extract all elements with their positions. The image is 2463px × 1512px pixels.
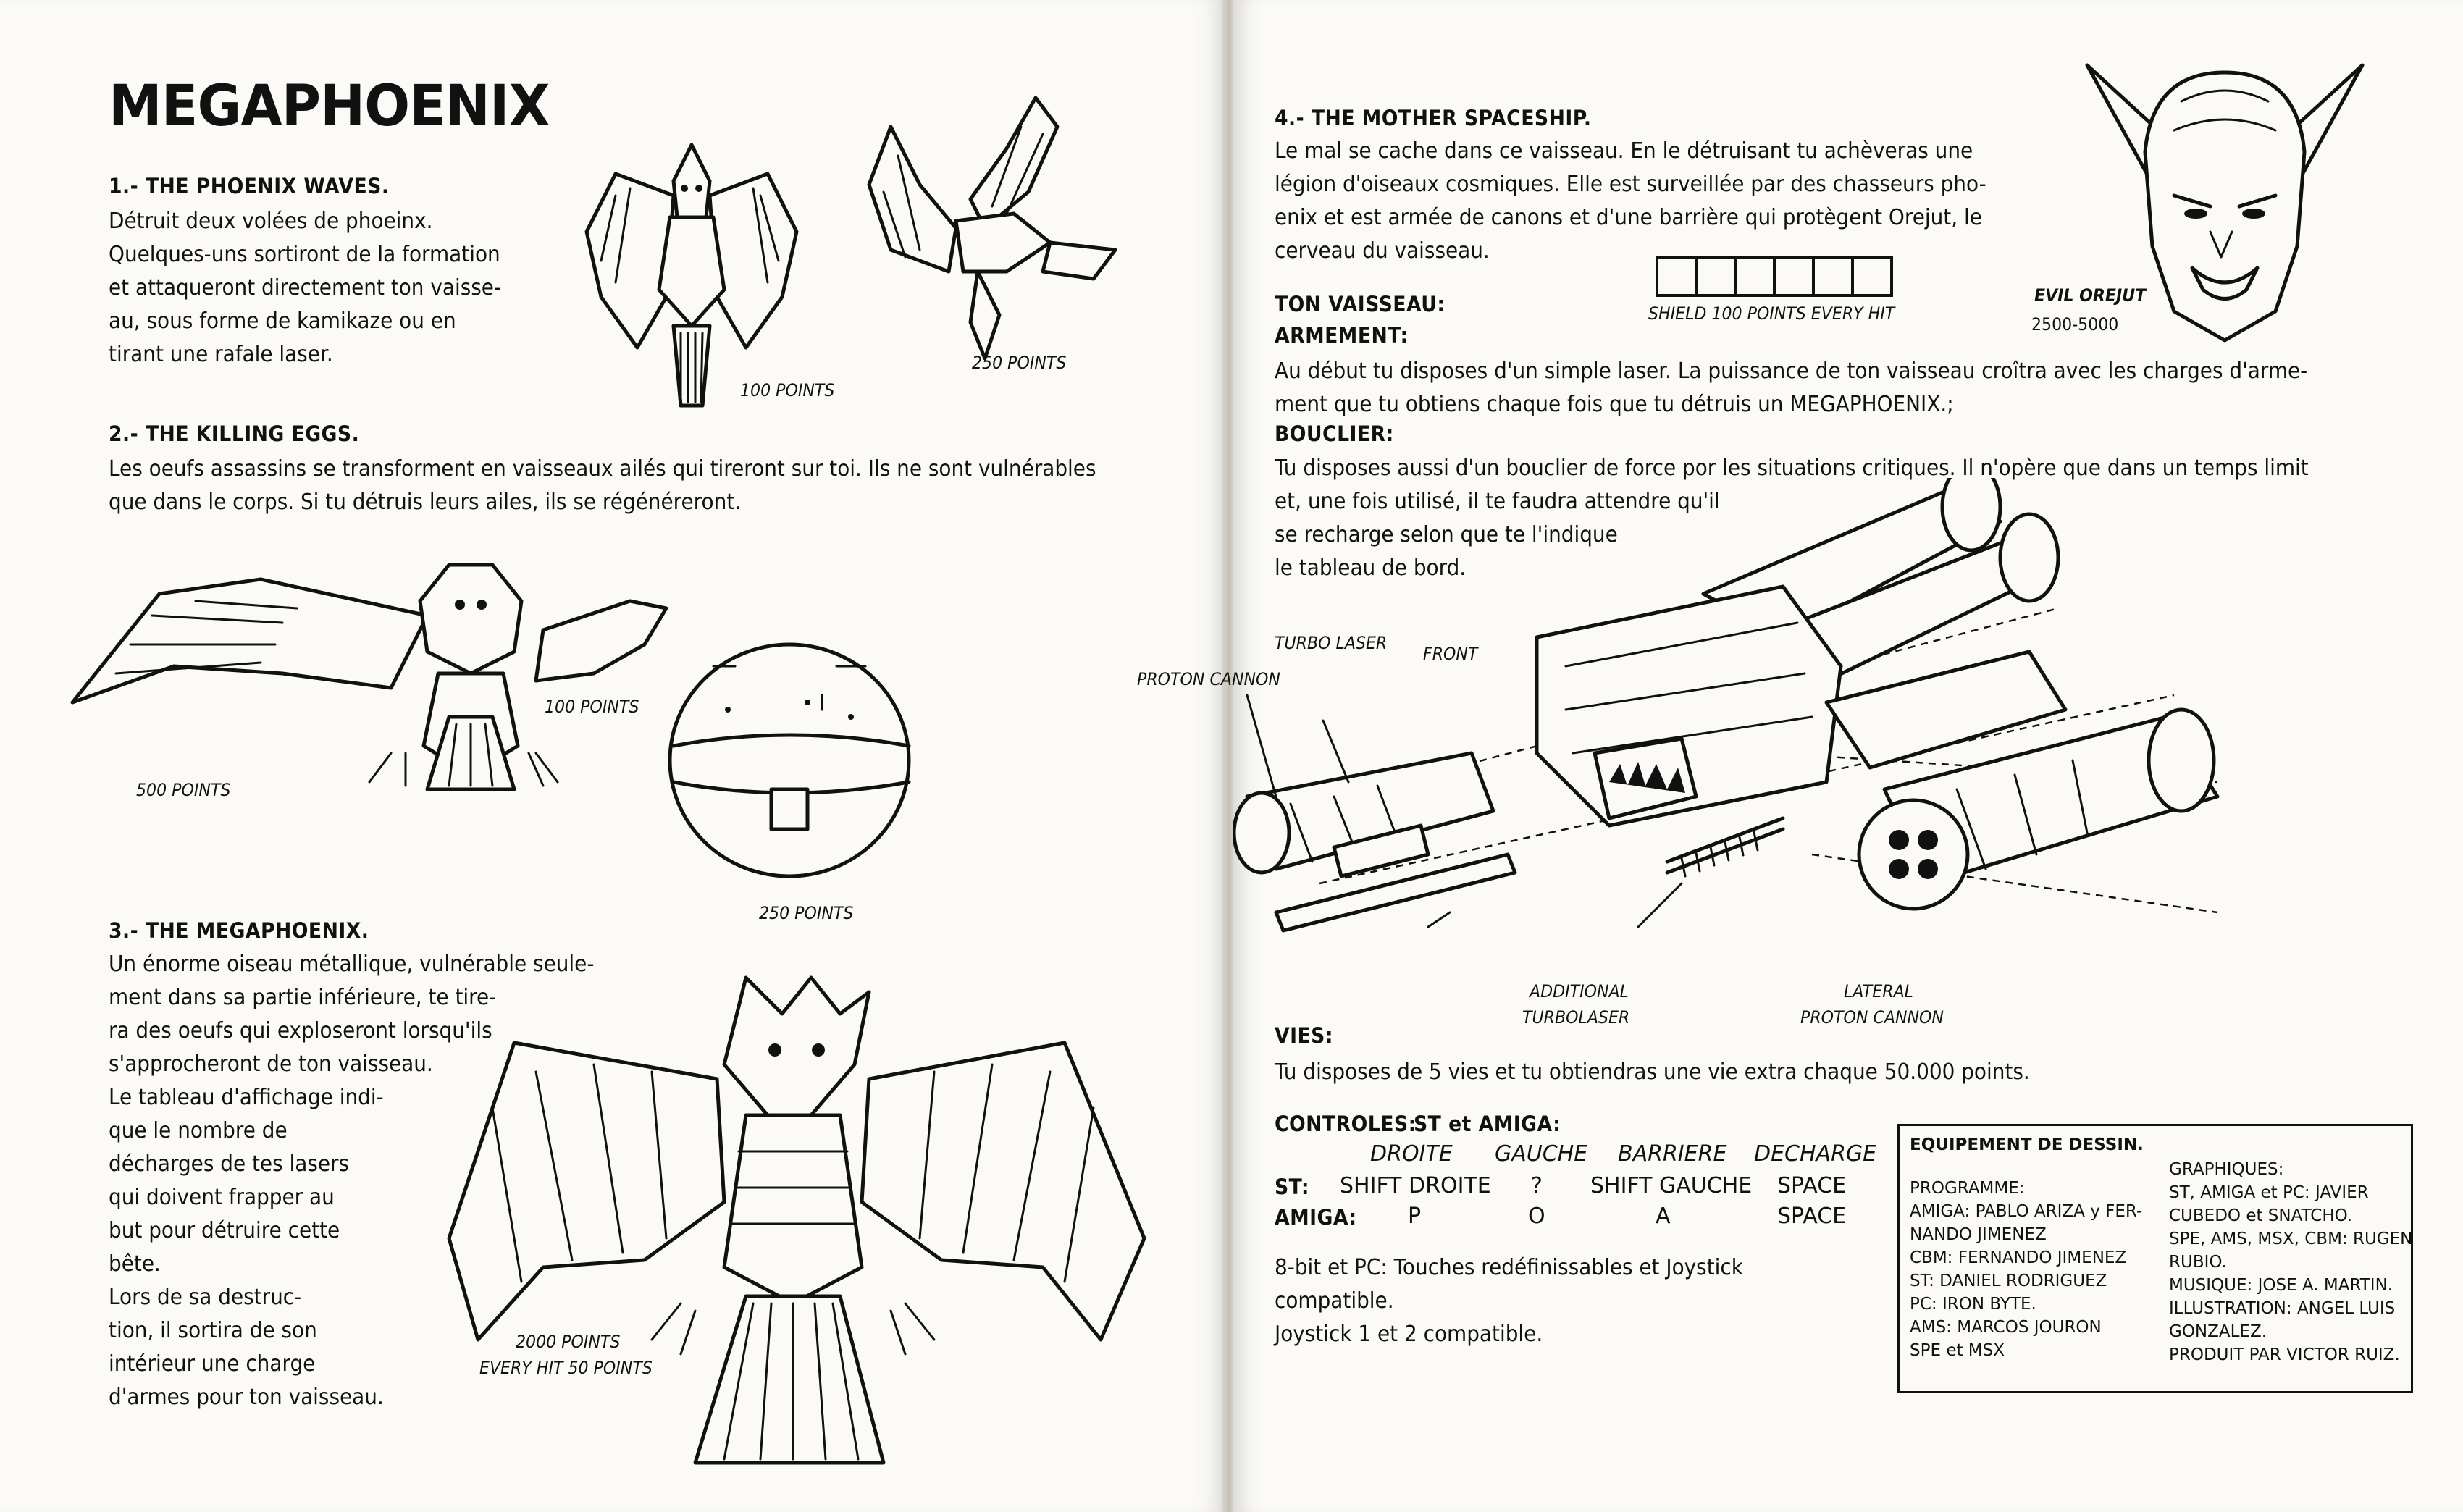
section-1-text bbox=[109, 205, 531, 371]
row-st-label: ST: bbox=[1275, 1175, 1310, 1199]
shield-cell bbox=[1812, 256, 1854, 297]
text-line: et attaqueront directement ton vaisse- bbox=[109, 275, 502, 301]
credit-line: NANDO JIMENEZ bbox=[1910, 1225, 2047, 1244]
text-line: Tu disposes aussi d'un bouclier de force por les situations critiques. Il n'opère que dans un temps limit bbox=[1275, 455, 2309, 481]
text-line: Détruit deux volées de phoeinx. bbox=[109, 209, 433, 234]
vies-heading: VIES: bbox=[1275, 1023, 1333, 1048]
callout-front-2: PROTON CANNON bbox=[1137, 669, 1280, 689]
section-4-text bbox=[1275, 135, 2040, 268]
text-line: cerveau du vaisseau. bbox=[1275, 238, 1490, 264]
credit-line: CUBEDO et SNATCHO. bbox=[2169, 1206, 2353, 1225]
evil-orejut-illustration bbox=[2065, 51, 2384, 355]
text-line: tirant une rafale laser. bbox=[109, 342, 333, 367]
phoenix-illustration-100 bbox=[572, 130, 811, 420]
text-line: Lors de sa destruc- bbox=[109, 1285, 302, 1310]
evil-orejut-name: EVIL OREJUT bbox=[2034, 285, 2147, 306]
text-line: qui doivent frapper au bbox=[109, 1185, 335, 1210]
credit-line: GONZALEZ. bbox=[2169, 1322, 2267, 1341]
ship-heading: TON VAISSEAU: bbox=[1275, 292, 1446, 316]
text-line: que dans le corps. Si tu détruis leurs ailes, ils se régénéreront. bbox=[109, 490, 742, 515]
controls-subheading: ST et AMIGA: bbox=[1414, 1112, 1561, 1136]
label-bird-500: 500 POINTS bbox=[136, 780, 231, 800]
text-line: que le nombre de bbox=[109, 1118, 288, 1143]
credit-line: ST: DANIEL RODRIGUEZ bbox=[1910, 1272, 2107, 1290]
callout-turbo-laser: TURBO LASER bbox=[1275, 633, 1388, 653]
credit-line: CBM: FERNANDO JIMENEZ bbox=[1910, 1248, 2127, 1267]
shield-heading: BOUCLIER: bbox=[1275, 421, 1394, 446]
label-bird-100: 100 POINTS bbox=[545, 697, 639, 717]
callout-additional-2: TURBOLASER bbox=[1522, 1007, 1630, 1028]
credit-line: ST, AMIGA et PC: JAVIER bbox=[2169, 1183, 2369, 1202]
shield-label: SHIELD 100 POINTS EVERY HIT bbox=[1648, 303, 1895, 324]
credit-line: PRODUIT PAR VICTOR RUIZ. bbox=[2169, 1345, 2400, 1364]
credit-line: SPE, AMS, MSX, CBM: RUGEN bbox=[2169, 1230, 2413, 1248]
credits-right-column bbox=[2169, 1158, 2412, 1366]
callout-front-1: FRONT bbox=[1423, 644, 1478, 664]
text-line: s'approcheront de ton vaisseau. bbox=[109, 1051, 433, 1077]
text-line: Au début tu disposes d'un simple laser. La puissance de ton vaisseau croîtra avec les charges d'arme- bbox=[1275, 358, 2308, 384]
credit-line: PROGRAMME: bbox=[1910, 1179, 2025, 1198]
label-megaphoenix-hit: EVERY HIT 50 POINTS bbox=[479, 1358, 653, 1378]
st-decharge: SPACE bbox=[1777, 1173, 1847, 1198]
section-4-heading: 4.- THE MOTHER SPACESHIP. bbox=[1275, 106, 1592, 130]
killing-egg-bird-illustration bbox=[43, 536, 695, 797]
text-line: ra des oeufs qui exploseront lorsqu'ils bbox=[109, 1018, 492, 1043]
label-phoenix-100: 100 POINTS bbox=[740, 380, 835, 400]
armament-text bbox=[1275, 355, 2386, 421]
text-line: Le mal se cache dans ce vaisseau. En le détruisant tu achèveras une bbox=[1275, 138, 1973, 164]
text-line: Un énorme oiseau métallique, vulnérable seule- bbox=[109, 952, 595, 977]
text-line: le tableau de bord. bbox=[1275, 555, 1467, 581]
spaceship-illustration bbox=[1233, 478, 2283, 1028]
col-gauche: GAUCHE bbox=[1495, 1141, 1588, 1167]
shield-cell bbox=[1656, 256, 1698, 297]
credit-line: SPE et MSX bbox=[1910, 1341, 2005, 1360]
callout-lateral-2: PROTON CANNON bbox=[1800, 1007, 1944, 1028]
amiga-barriere: A bbox=[1656, 1204, 1671, 1229]
text-line: d'armes pour ton vaisseau. bbox=[109, 1385, 384, 1410]
right-page bbox=[1137, 0, 2463, 1512]
credit-line: GRAPHIQUES: bbox=[2169, 1160, 2284, 1179]
text-line: bête. bbox=[109, 1251, 161, 1277]
callout-lateral-1: LATERAL bbox=[1844, 981, 1913, 1001]
text-line: intérieur une charge bbox=[109, 1351, 316, 1377]
vies-text: Tu disposes de 5 vies et tu obtiendras une vie extra chaque 50.000 points. bbox=[1275, 1059, 2030, 1085]
st-barriere: SHIFT GAUCHE bbox=[1590, 1173, 1753, 1198]
armament-heading: ARMEMENT: bbox=[1275, 323, 1409, 348]
text-line: but pour détruire cette bbox=[109, 1218, 340, 1243]
credit-line: PC: IRON BYTE. bbox=[1910, 1295, 2036, 1314]
credit-line: AMS: MARCOS JOURON bbox=[1910, 1318, 2102, 1337]
callout-additional-1: ADDITIONAL bbox=[1530, 981, 1629, 1001]
section-1-heading: 1.- THE PHOENIX WAVES. bbox=[109, 174, 390, 198]
controls-heading: CONTROLES: bbox=[1275, 1112, 1417, 1136]
shield-cell bbox=[1851, 256, 1893, 297]
evil-orejut-points: 2500-5000 bbox=[2031, 314, 2119, 335]
text-line: et, une fois utilisé, il te faudra attendre qu'il bbox=[1275, 489, 1720, 514]
text-line: compatible. bbox=[1275, 1288, 1394, 1314]
text-line: enix et est armée de canons et d'une barrière qui protègent Orejut, le bbox=[1275, 205, 1982, 230]
shield-cell bbox=[1773, 256, 1815, 297]
credit-line: ILLUSTRATION: ANGEL LUIS bbox=[2169, 1299, 2396, 1318]
text-line: 8-bit et PC: Touches redéfinissables et Joystick bbox=[1275, 1255, 1743, 1280]
text-line: au, sous forme de kamikaze ou en bbox=[109, 308, 456, 334]
section-2-text bbox=[109, 453, 1170, 519]
text-line: ment que tu obtiens chaque fois que tu détruis un MEGAPHOENIX.; bbox=[1275, 392, 1954, 417]
text-line: Joystick 1 et 2 compatible. bbox=[1275, 1322, 1543, 1347]
left-page bbox=[0, 0, 1225, 1512]
shield-cell bbox=[1734, 256, 1776, 297]
amiga-gauche: O bbox=[1528, 1204, 1545, 1229]
label-egg-250: 250 POINTS bbox=[759, 903, 854, 923]
page-title: MEGAPHOENIX bbox=[109, 74, 550, 139]
text-line: se recharge selon que te l'indique bbox=[1275, 522, 1618, 547]
section-3-heading: 3.- THE MEGAPHOENIX. bbox=[109, 918, 369, 943]
label-megaphoenix-2000: 2000 POINTS bbox=[516, 1332, 621, 1352]
label-phoenix-250: 250 POINTS bbox=[972, 353, 1067, 373]
st-droite: SHIFT DROITE bbox=[1340, 1173, 1491, 1198]
controls-note bbox=[1275, 1251, 1779, 1351]
amiga-droite: P bbox=[1408, 1204, 1422, 1229]
text-line: légion d'oiseaux cosmiques. Elle est surveillée par des chasseurs pho- bbox=[1275, 172, 1986, 197]
text-line: Les oeufs assassins se transforment en vaisseaux ailés qui tireront sur toi. Ils ne sont vulnérables bbox=[109, 456, 1096, 482]
credits-heading: EQUIPEMENT DE DESSIN. bbox=[1910, 1135, 2144, 1154]
megaphoenix-illustration bbox=[406, 963, 1195, 1470]
st-gauche: ? bbox=[1531, 1173, 1543, 1198]
shield-meter bbox=[1656, 256, 1890, 297]
col-decharge: DECHARGE bbox=[1754, 1141, 1877, 1167]
killing-egg-illustration bbox=[663, 637, 923, 891]
text-line: Quelques-uns sortiront de la formation bbox=[109, 242, 500, 267]
col-barriere: BARRIERE bbox=[1618, 1141, 1727, 1167]
credit-line: AMIGA: PABLO ARIZA y FER- bbox=[1910, 1202, 2143, 1221]
credit-line: RUBIO. bbox=[2169, 1253, 2227, 1272]
amiga-decharge: SPACE bbox=[1777, 1204, 1847, 1229]
credits-box bbox=[1897, 1124, 2413, 1393]
shield-cell bbox=[1695, 256, 1737, 297]
text-line: décharges de tes lasers bbox=[109, 1151, 350, 1177]
credits-left-column bbox=[1910, 1177, 2142, 1362]
section-2-heading: 2.- THE KILLING EGGS. bbox=[109, 421, 360, 446]
text-line: Le tableau d'affichage indi- bbox=[109, 1085, 384, 1110]
credit-line: MUSIQUE: JOSE A. MARTIN. bbox=[2169, 1276, 2393, 1295]
text-line: ment dans sa partie inférieure, te tire- bbox=[109, 985, 497, 1010]
col-droite: DROITE bbox=[1370, 1141, 1453, 1167]
row-amiga-label: AMIGA: bbox=[1275, 1205, 1357, 1230]
phoenix-illustration-250 bbox=[840, 83, 1130, 373]
text-line: tion, il sortira de son bbox=[109, 1318, 317, 1343]
